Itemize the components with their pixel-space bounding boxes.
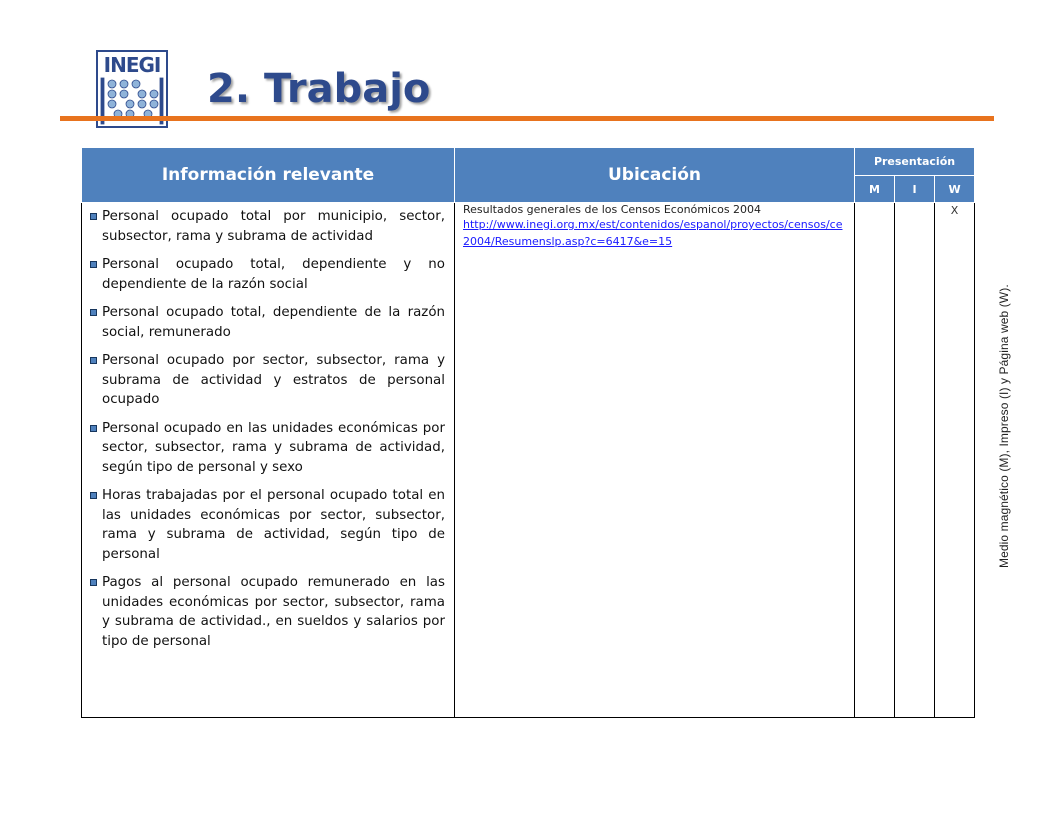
bullet-icon [90, 579, 97, 586]
col-header-info: Información relevante [82, 148, 455, 203]
col-header-location: Ubicación [455, 148, 855, 203]
bullet-icon [90, 357, 97, 364]
col-header-presentation: Presentación [855, 148, 975, 176]
list-item: Personal ocupado en las unidades económicas por sector, subsector, rama y subrama de actividad, según tipo de personal y sexo [102, 419, 445, 478]
col-header-i: I [895, 176, 935, 203]
bullet-icon [90, 425, 97, 432]
bullet-icon [90, 492, 97, 499]
page-title: 2. Trabajo [207, 66, 431, 112]
list-item: Personal ocupado total, dependiente de la razón social, remunerado [102, 303, 445, 342]
bullet-icon [90, 213, 97, 220]
info-table [81, 147, 975, 718]
list-item: Pagos al personal ocupado remunerado en las unidades económicas por sector, subsector, rama y subrama de actividad., en sueldos y salarios por tipo de personal [102, 573, 445, 651]
list-item: Personal ocupado total por municipio, sector, subsector, rama y subrama de actividad [102, 207, 445, 246]
location-text: Resultados generales de los Censos Económicos 2004 [463, 203, 762, 216]
side-note: Medio magnético (M), Impreso (I) y Página web (W). [997, 284, 1011, 568]
mark-i [895, 203, 935, 718]
bullet-icon [90, 261, 97, 268]
list-item: Personal ocupado total, dependiente y no dependiente de la razón social [102, 255, 445, 294]
col-header-w: W [935, 176, 975, 203]
col-header-m: M [855, 176, 895, 203]
svg-text:INEGI: INEGI [103, 53, 161, 77]
bullet-icon [90, 309, 97, 316]
list-item: Personal ocupado por sector, subsector, rama y subrama de actividad y estratos de personal ocupado [102, 351, 445, 410]
header-accent-line [60, 116, 994, 121]
list-item: Horas trabajadas por el personal ocupado total en las unidades económicas por sector, subsector, rama y subrama de actividad, según tipo de personal [102, 486, 445, 564]
mark-m [855, 203, 895, 718]
mark-w: X [935, 203, 975, 718]
info-cell [82, 203, 455, 718]
location-link[interactable]: http://www.inegi.org.mx/est/contenidos/espanol/proyectos/censos/ce2004/Resumenslp.asp?c=6417&e=15 [463, 218, 843, 248]
location-cell [455, 203, 855, 718]
